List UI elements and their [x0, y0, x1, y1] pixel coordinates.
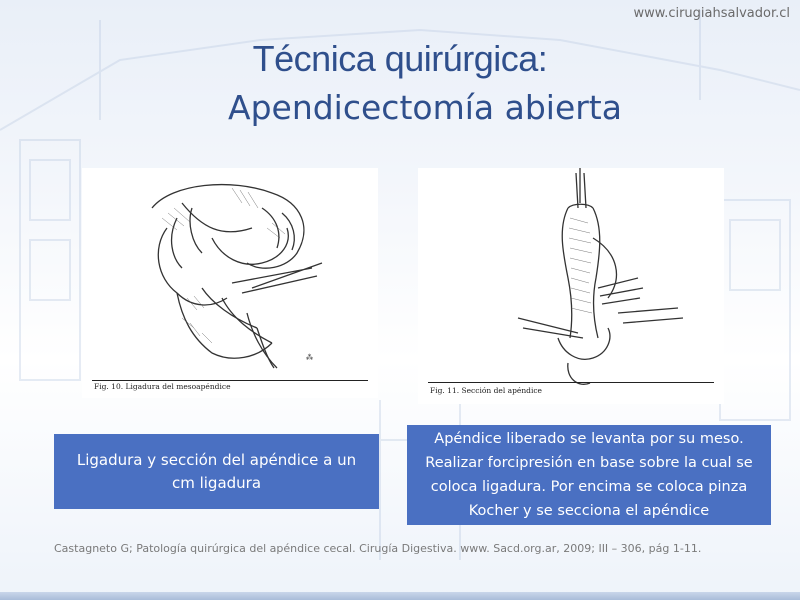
- site-url: www.cirugiahsalvador.cl: [633, 6, 790, 21]
- slide-title: Técnica quirúrgica:: [252, 38, 548, 79]
- text-box-label: Apéndice liberado se levanta por su meso. Realizar forcipresión en base sobre la cual se coloca ligadura. Por encima se coloca pinza Kocher y se secciona el apéndice: [425, 431, 753, 519]
- figure-seccion-apendice: [418, 168, 724, 404]
- text-box-ligadura: [54, 434, 379, 509]
- surgical-illustration-section: [418, 168, 724, 404]
- figure-ligadura-mesoapendice: [82, 168, 378, 398]
- reference-citation: Castagneto G; Patología quirúrgica del apéndice cecal. Cirugía Digestiva. www. Sacd.org.ar, 2009; III – 306, pág 1-11.: [54, 542, 702, 555]
- text-box-procedimiento: [407, 425, 771, 525]
- figure-caption: Fig. 11. Sección del apéndice: [430, 386, 542, 395]
- bottom-bar: [0, 592, 800, 600]
- text-box-label: Ligadura y sección del apéndice a un cm ligadura: [76, 450, 357, 492]
- svg-text:⁂: ⁂: [306, 354, 313, 362]
- slide-subtitle: Apendicectomía abierta: [228, 88, 622, 127]
- figure-caption: Fig. 10. Ligadura del mesoapéndice: [94, 382, 231, 391]
- caption-rule: [428, 382, 714, 383]
- caption-rule: [92, 380, 368, 381]
- surgical-illustration-ligature: [82, 168, 378, 398]
